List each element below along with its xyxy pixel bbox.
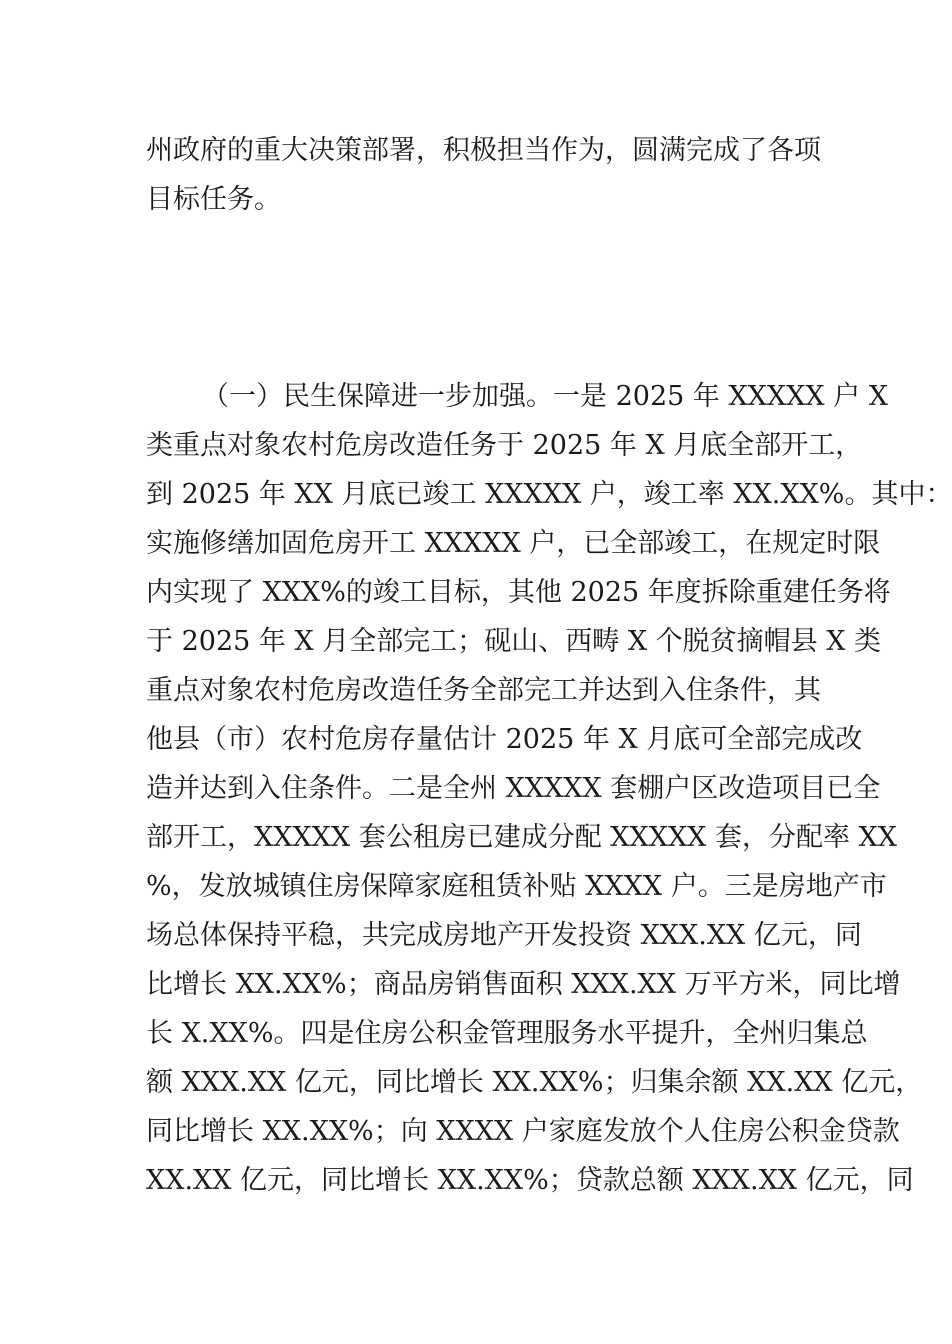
text-line: 重点对象农村危房改造任务全部完工并达到入住条件，其 bbox=[146, 675, 821, 706]
text-line: 目标任务。 bbox=[146, 184, 281, 215]
text-line: %，发放城镇住房保障家庭租赁补贴 XXXX 户。三是房地产市 bbox=[146, 871, 887, 902]
text-line: 比增长 XX.XX%；商品房销售面积 XXX.XX 万平方米，同比增 bbox=[146, 969, 901, 1000]
text-line: 造并达到入住条件。二是全州 XXXXX 套棚户区改造项目已全 bbox=[146, 773, 881, 804]
text-line: 州政府的重大决策部署，积极担当作为，圆满完成了各项 bbox=[146, 135, 821, 166]
text-line: 类重点对象农村危房改造任务于 2025 年 X 月底全部开工， bbox=[146, 430, 863, 461]
text-line: 实施修缮加固危房开工 XXXXX 户，已全部竣工，在规定时限 bbox=[146, 528, 881, 559]
text-line: 内实现了 XXX%的竣工目标，其他 2025 年度拆除重建任务将 bbox=[146, 577, 891, 608]
text-line: 他县（市）农村危房存量估计 2025 年 X 月底可全部完成改 bbox=[146, 724, 863, 755]
text-line: 于 2025 年 X 月全部完工；砚山、西畴 X 个脱贫摘帽县 X 类 bbox=[146, 626, 882, 657]
paragraph-livelihood bbox=[146, 372, 952, 1205]
text-line: 同比增长 XX.XX%；向 XXXX 户家庭发放个人住房公积金贷款 bbox=[146, 1116, 900, 1147]
text-line: 长 X.XX%。四是住房公积金管理服务水平提升，全州归集总 bbox=[146, 1018, 868, 1049]
text-line: 到 2025 年 XX 月底已竣工 XXXXX 户，竣工率 XX.XX%。其中： bbox=[146, 479, 952, 510]
text-line: 部开工，XXXXX 套公租房已建成分配 XXXXX 套，分配率 XX bbox=[146, 822, 897, 853]
text-line: 额 XXX.XX 亿元，同比增长 XX.XX%；归集余额 XX.XX 亿元， bbox=[146, 1067, 923, 1098]
text-line: XX.XX 亿元，同比增长 XX.XX%；贷款总额 XXX.XX 亿元，同 bbox=[146, 1165, 914, 1196]
paragraph-continuation bbox=[146, 126, 821, 224]
text-line: （一）民生保障进一步加强。一是 2025 年 XXXXX 户 X bbox=[202, 381, 888, 412]
text-line: 场总体保持平稳，共完成房地产开发投资 XXX.XX 亿元，同 bbox=[146, 920, 862, 951]
